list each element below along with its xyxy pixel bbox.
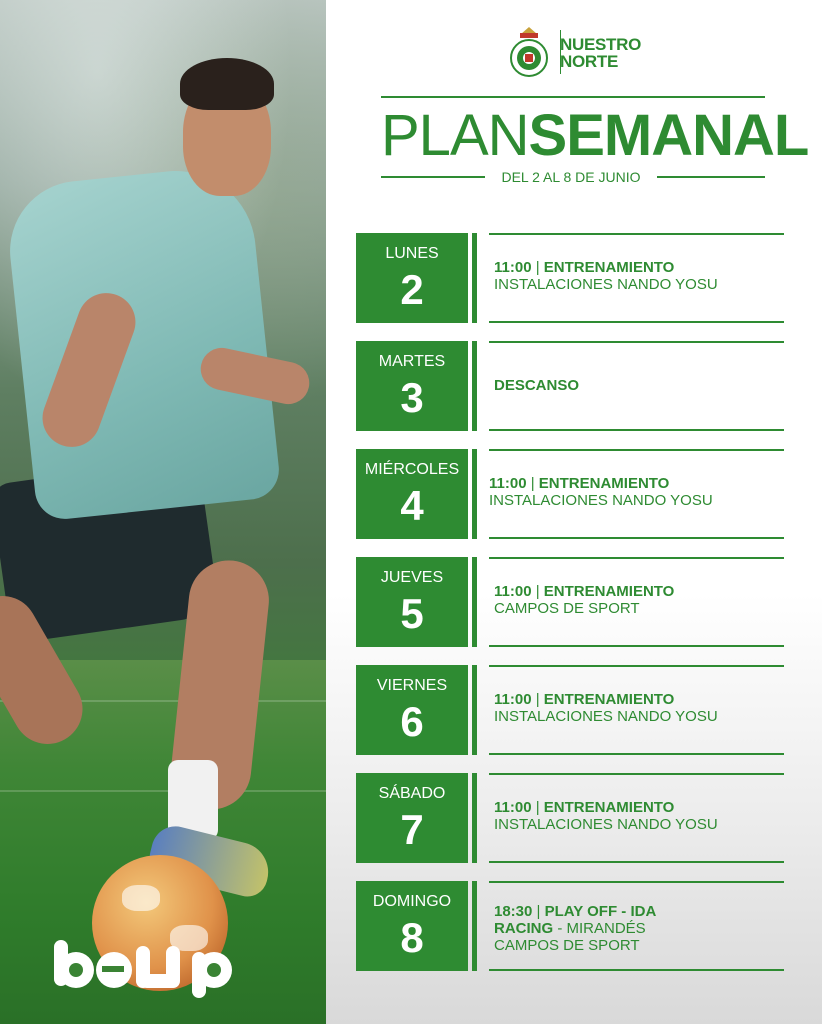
day-row-miercoles (356, 449, 784, 541)
event-location: INSTALACIONES NANDO YOSU (494, 708, 718, 725)
event-title: 11:00 | ENTRENAMIENTO (494, 691, 675, 708)
beup-logo (50, 930, 250, 1000)
day-box (356, 557, 468, 647)
row-rule (489, 861, 784, 863)
event (494, 799, 784, 833)
day-bar (472, 557, 477, 647)
title-light: PLAN (381, 103, 529, 168)
title-rule (381, 96, 765, 98)
event (494, 259, 784, 293)
day-number: 3 (400, 374, 424, 421)
day-name: MARTES (378, 353, 446, 370)
event (489, 475, 779, 509)
day-box (356, 449, 468, 539)
subtitle-rule (381, 176, 485, 178)
day-row-sabado (356, 773, 784, 865)
day-box (356, 233, 468, 323)
day-bar (472, 665, 477, 755)
day-box (356, 341, 468, 431)
day-bar (472, 881, 477, 971)
nuestro-norte-logo (560, 36, 641, 70)
row-rule (489, 645, 784, 647)
row-rule (489, 665, 784, 667)
event-location: CAMPOS DE SPORT (494, 937, 640, 954)
event (494, 377, 784, 394)
header-logos (508, 24, 648, 82)
day-number: 4 (400, 482, 424, 529)
event (494, 583, 784, 617)
event-match: RACING - MIRANDÉS (494, 920, 646, 937)
player-photo (0, 0, 326, 1024)
row-rule (489, 773, 784, 775)
day-row-jueves (356, 557, 784, 649)
day-number: 8 (400, 914, 424, 961)
day-number: 6 (400, 698, 424, 745)
player-hair (180, 58, 274, 110)
row-rule (489, 969, 784, 971)
day-bar (472, 233, 477, 323)
event-title: 11:00 | ENTRENAMIENTO (494, 799, 675, 816)
row-rule (489, 881, 784, 883)
row-rule (489, 341, 784, 343)
day-row-domingo (356, 881, 784, 973)
day-box (356, 665, 468, 755)
racing-crest-icon (508, 24, 550, 80)
day-number: 7 (400, 806, 424, 853)
event-title: 11:00 | ENTRENAMIENTO (494, 583, 675, 600)
event-title: 11:00 | ENTRENAMIENTO (494, 259, 675, 276)
event-location: INSTALACIONES NANDO YOSU (494, 816, 718, 833)
day-row-viernes (356, 665, 784, 757)
day-box (356, 881, 468, 971)
day-name: JUEVES (380, 569, 444, 586)
pitch-line (0, 790, 326, 792)
event (494, 903, 784, 954)
row-rule (489, 449, 784, 451)
row-rule (489, 557, 784, 559)
day-bar (472, 449, 477, 539)
row-rule (489, 321, 784, 323)
day-row-martes (356, 341, 784, 433)
day-number: 5 (400, 590, 424, 637)
page-title (381, 103, 809, 168)
event-location: INSTALACIONES NANDO YOSU (489, 492, 713, 509)
day-bar (472, 341, 477, 431)
day-name: LUNES (385, 245, 439, 262)
day-bar (472, 773, 477, 863)
event-title: 11:00 | ENTRENAMIENTO (489, 475, 670, 492)
event (494, 691, 784, 725)
ball-patch (122, 885, 160, 911)
nuestro-norte-line1: NUESTRO (560, 35, 642, 54)
day-number: 2 (400, 266, 424, 313)
day-name: SÁBADO (378, 785, 446, 802)
date-range: DEL 2 AL 8 DE JUNIO (501, 169, 641, 185)
event-title: DESCANSO (494, 377, 580, 394)
subtitle-rule (657, 176, 765, 178)
row-rule (489, 753, 784, 755)
day-row-lunes (356, 233, 784, 325)
event-location: INSTALACIONES NANDO YOSU (494, 276, 718, 293)
nuestro-norte-line2: NORTE (560, 52, 619, 71)
row-rule (489, 429, 784, 431)
day-name: DOMINGO (372, 893, 452, 910)
event-location: CAMPOS DE SPORT (494, 600, 640, 617)
player-shirt (3, 163, 282, 522)
subtitle-row (381, 168, 765, 186)
event-title: 18:30 | PLAY OFF - IDA (494, 903, 657, 920)
title-bold: SEMANAL (528, 103, 809, 168)
day-name: VIERNES (376, 677, 448, 694)
day-box (356, 773, 468, 863)
row-rule (489, 233, 784, 235)
row-rule (489, 537, 784, 539)
day-name: MIÉRCOLES (364, 461, 460, 478)
